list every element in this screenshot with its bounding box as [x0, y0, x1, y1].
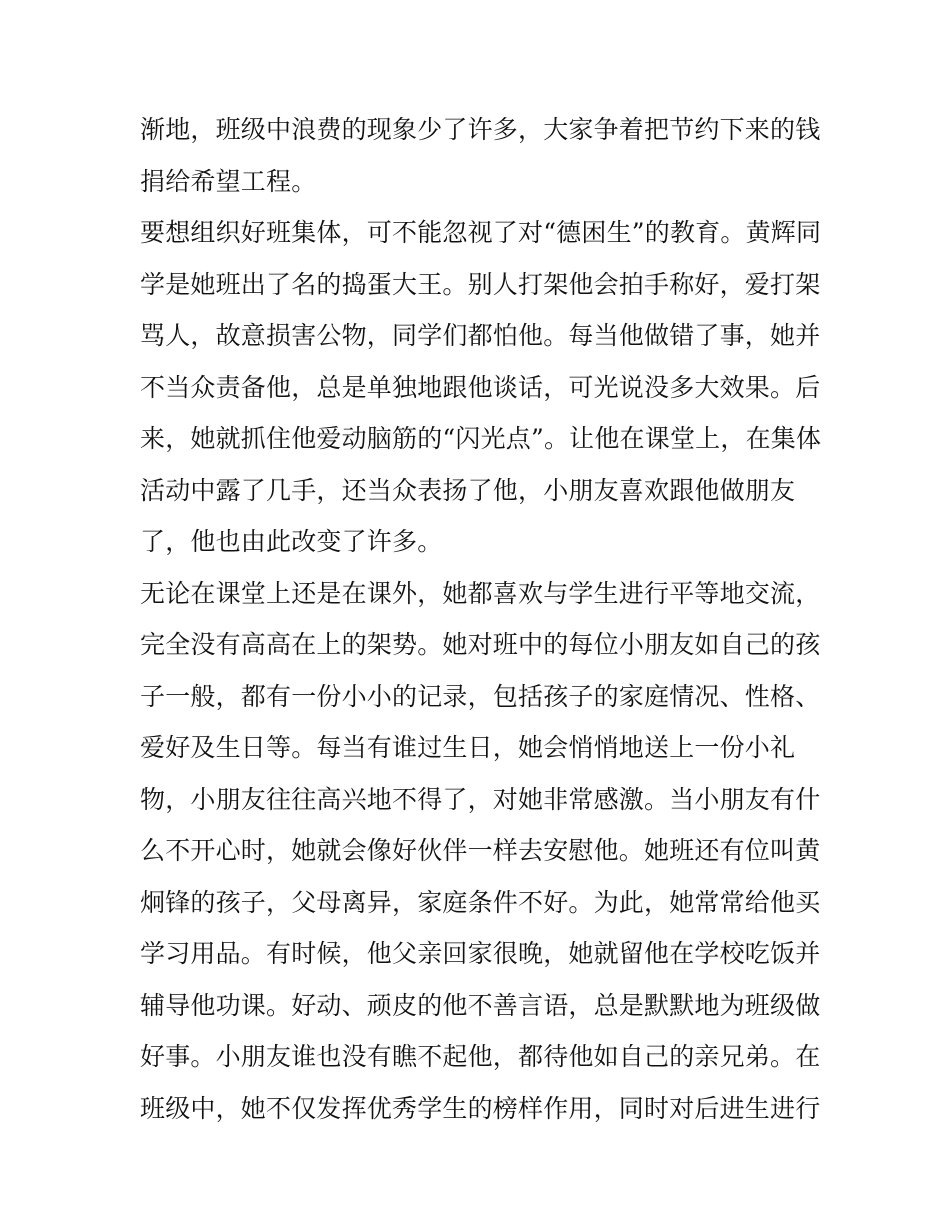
- text-line: 好事。小朋友谁也没有瞧不起他，都待他如自己的亲兄弟。在: [140, 1042, 821, 1071]
- text-line: 完全没有高高在上的架势。她对班中的每位小朋友如自己的孩: [140, 630, 821, 659]
- text-line: 爱好及生日等。每当有谁过生日，她会悄悄地送上一份小礼: [140, 733, 796, 762]
- text-line: 要想组织好班集体，可不能忽视了对“德困生”的教育。黄辉同: [140, 218, 822, 247]
- text-line: 渐地，班级中浪费的现象少了许多，大家争着把节约下来的钱: [140, 115, 821, 144]
- text-line: 班级中，她不仅发挥优秀学生的榜样作用，同时对后进生进行: [140, 1093, 821, 1123]
- text-line: 么不开心时，她就会像好伙伴一样去安慰他。她班还有位叫黄: [140, 836, 821, 865]
- text-line: 辅导他功课。好动、顽皮的他不善言语，总是默默地为班级做: [140, 990, 821, 1020]
- text-line: 捐给希望工程。: [140, 166, 317, 196]
- text-line: 无论在课堂上还是在课外，她都喜欢与学生进行平等地交流，: [140, 578, 821, 608]
- text-line: 子一般，都有一份小小的记录，包括孩子的家庭情况、性格、: [140, 681, 821, 711]
- text-line: 不当众责备他，总是单独地跟他谈话，可光说没多大效果。后: [140, 372, 821, 402]
- text-line: 学是她班出了名的捣蛋大王。别人打架他会拍手称好，爱打架: [140, 269, 821, 299]
- text-line: 物，小朋友往往高兴地不得了，对她非常感激。当小朋友有什: [140, 784, 821, 814]
- body-text: [140, 104, 830, 1134]
- text-line: 学习用品。有时候，他父亲回家很晚，她就留他在学校吃饭并: [140, 939, 821, 968]
- text-line: 了，他也由此改变了许多。: [140, 527, 443, 556]
- text-line: 炯锋的孩子，父母离异，家庭条件不好。为此，她常常给他买: [140, 887, 821, 917]
- text-line: 来，她就抓住他爱动脑筋的“闪光点”。让他在课堂上，在集体: [140, 424, 822, 453]
- text-line: 骂人，故意损害公物，同学们都怕他。每当他做错了事，她并: [140, 321, 821, 350]
- text-line: 活动中露了几手，还当众表扬了他，小朋友喜欢跟他做朋友: [140, 475, 796, 505]
